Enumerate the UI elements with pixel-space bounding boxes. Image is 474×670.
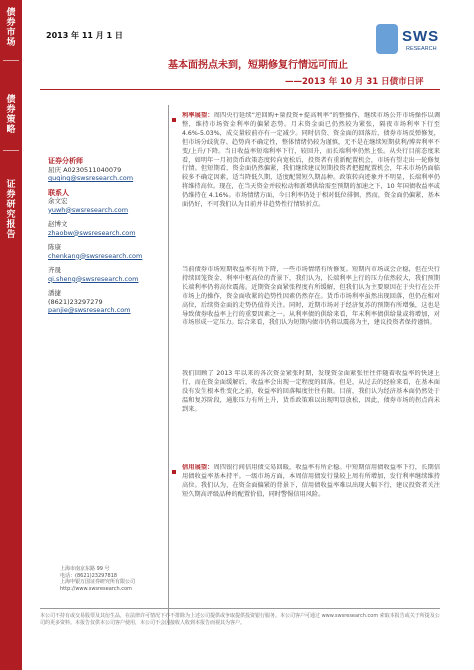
rate-outlook-paragraph <box>182 112 440 260</box>
address-line: 上海市南京东路 99 号 <box>60 566 110 572</box>
contact-name: 齐晟 <box>48 266 61 274</box>
logo-name: SWS <box>402 28 440 45</box>
contact-email-link[interactable]: yuwh@swsresearch.com <box>48 205 129 214</box>
bullet-marker <box>172 470 176 474</box>
contacts-heading: 联系人 <box>48 188 69 197</box>
sidebar <box>0 0 22 670</box>
contact-email-link[interactable]: qi.sheng@swsresearch.com <box>48 274 139 283</box>
contact-email-link[interactable]: zhaobw@swsresearch.com <box>48 228 136 237</box>
report-date: 2013 年 11 月 1 日 <box>46 31 123 40</box>
contact-email-link[interactable]: panjie@swsresearch.com <box>48 306 131 314</box>
bullet-marker <box>172 118 176 122</box>
address-line: 上海申银万国证券研究所有限公司 <box>60 579 136 585</box>
analyst-name: 屈庆 A0230511040079 <box>48 165 122 174</box>
address-line: http://www.swsresearch.com <box>60 585 132 592</box>
logo-mark-icon <box>376 24 398 54</box>
logo <box>376 22 446 62</box>
sidebar-label-report: 证券研究报告 <box>6 180 16 240</box>
page-subtitle: ——2013 年 10 月 31 日债市日评 <box>285 77 424 87</box>
contact-email-link[interactable]: chenkang@swsresearch.com <box>48 251 143 260</box>
contact-phone: (8621)23297279 <box>48 297 103 306</box>
paragraph-text: 周四央行延续“逆回购+量投资+提高利率”的整操作，继续市场公开市场操作以调整，维持市场资金利率的偏紧态势。月末资金面已仍然较为紧张，隔夜市场利率下行至 4.6%-5.03%，成交量较前亦有一定减少。同时信贷、资金面的回落后，债券市场反弹修复，但市场分歧犹存、趋势尚不确定性，整体情绪仍较为谨慎，无不是在继续短期获利/博弈利率不变/上升/下降。当日收益率短端利率下行，较回升，而长端利率仍然上张。从央行目前态度来看，如明年一月初货币政策态度转向宽松后，投资者有重新配置机会，市场有望走出一轮修复行情。但短期看，资金面仍然偏紧，我们继续建议短期投资者把握配置机会，年末市场仍面临较多不确定因素，适当降低久期，适度配置短久期品种。政策转向迹象并不明显，长端利率仍将维持高位。现在，在当天资金并较松动和新增供给需至预期的加速之下，10 年国债收益率或仍维持在 4.16%。市场情绪方面，今日利率仍处于相对低位徘徊，然而，资金面仍偏紧，基本面仍好，不可我们认为目前并非趋势性行情转折点。 <box>182 112 440 209</box>
paragraph-lead: 信用展望： <box>182 464 214 471</box>
page-title: 基本面拐点未到，短期修复行情远可而止 <box>168 60 348 71</box>
market-analysis-paragraph <box>182 266 440 364</box>
column-divider <box>168 105 169 625</box>
contact-name: 赵博文 <box>48 220 68 228</box>
paragraph-lead: 利率展望： <box>182 112 214 119</box>
credit-outlook-paragraph <box>182 464 440 602</box>
footer-divider <box>40 608 440 609</box>
sidebar-label-strategy: 债券策略 <box>6 95 16 135</box>
analyst-heading: 证券分析师 <box>48 157 83 165</box>
analyst-email-link[interactable]: quqing@swsresearch.com <box>48 174 134 182</box>
disclaimer-text: 本公司不持有或交易股票及其衍生品，在法律许可情况下亦不排除为上述公司提供或争取提供投资银行服务。本公司客户可通过 www.swsresearch.com 索取本报告或关于所提及公司的更多资料。本报告仅供本公司客户使用，本公司不会因接收人收到本报告而视其为客户。 <box>40 613 440 626</box>
review-paragraph <box>182 370 440 426</box>
sidebar-divider <box>3 150 19 151</box>
contact-name: 陈康 <box>48 243 61 251</box>
company-address <box>60 566 160 592</box>
logo-sub: RESEARCH <box>406 46 437 52</box>
contact-name: 潘捷 <box>48 289 61 297</box>
contact-name: 余文宏 <box>48 197 68 205</box>
paragraph-text: 我们回顾了 2013 年以来的各次资金紧张时期，发现资金面紧张往往伴随着收益率的快速上行，而在资金面缓解后，收益率会出现一定程度的回落。但是，从过去的经验来看，在基本面没有发生根本性变化之前，收益率的回落幅度往往有限。目前，我们认为经济基本面仍然处于温和复苏阶段，通胀压力有所上升，货币政策难以出现明显放松，因此，债券市场的拐点尚未到来。 <box>182 370 440 413</box>
paragraph-text: 周四银行间信用债交易回暖，收益率有所企稳。中短期信用债收益率下行，长期信用债收益率基本持平。一级市场方面，本周信用债发行量较上周有所增加，发行利率继续维持高位。我们认为，在资金面偏紧的背景下，信用债收益率难以出现大幅下行，建议投资者关注短久期高评级品种的配置价值，同时警惕信用风险。 <box>182 464 440 498</box>
sidebar-label-market: 债券市场 <box>6 8 16 48</box>
address-line: 电话：(8621)23297818 <box>60 572 118 579</box>
analyst-panel <box>48 157 158 315</box>
header-divider <box>40 89 440 90</box>
paragraph-text: 当前债券市场短期收益率有所下降，一些市场情绪有所修复。短期内市场或会企稳，但在央行持续回笼资金、利率中枢高位的背景下，我们认为，长端利率上行的压力依然较大，我们预期长端利率仍将高位震荡。近期资金面紧张程度有所缓解，但我们认为主要原因在于央行在公开市场上的操作，资金面收紧的趋势性因素仍然存在。货币市场利率虽然出现回落，但仍在相对高位，后续资金面的走势仍值得关注。同时，近期市场对于经济复苏的预期有所增强，这也是导致债券收益率上行的重要因素之一。从利率债的供给来看，年末利率债供给量或将增加，对市场形成一定压力。综合来看，我们认为短期内债市仍将以震荡为主，建议投资者保持谨慎。 <box>182 266 440 327</box>
sidebar-divider <box>3 60 19 61</box>
